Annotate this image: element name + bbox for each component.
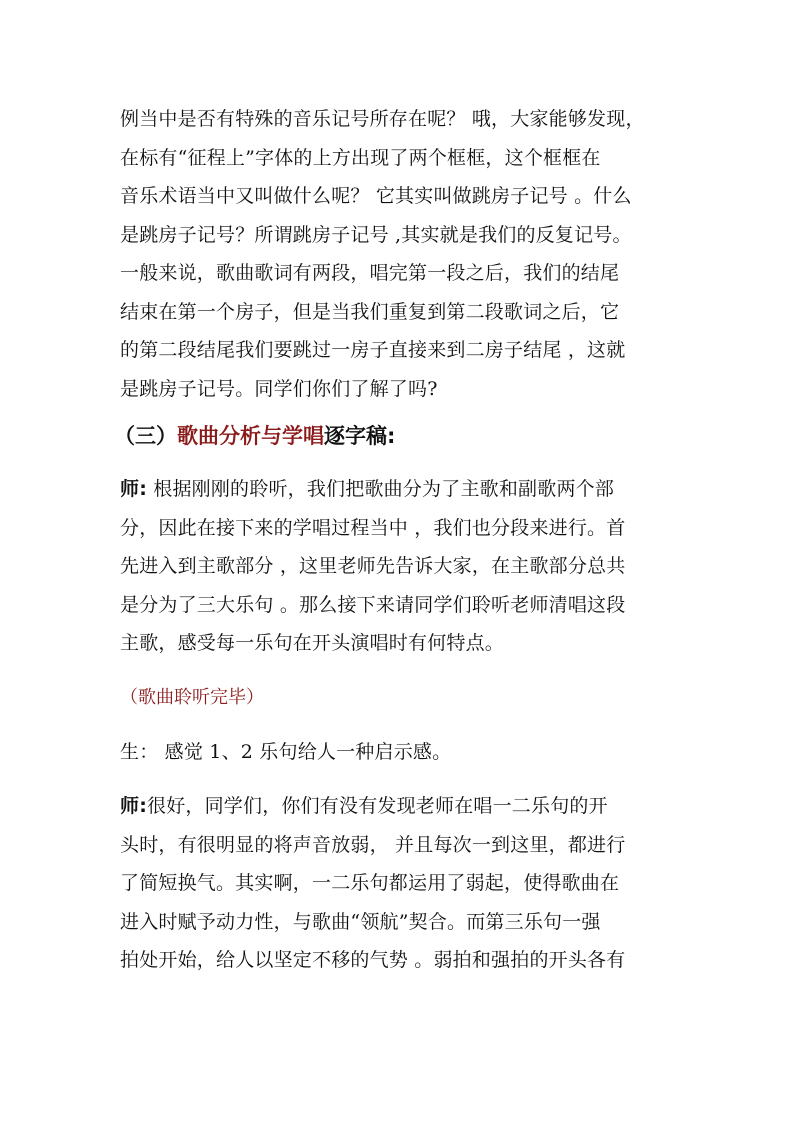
- intro-line: 结束在第一个房子，但是当我们重复到第二段歌词之后，它: [120, 300, 620, 323]
- intro-line: 音乐术语当中又叫做什么呢？ 它其实叫做跳房子记号 。什么: [120, 185, 632, 207]
- intro-line: 是跳房子记号。同学们你们了解了吗?: [120, 377, 438, 400]
- teacher-line: 头时，有很明显的将声音放弱， 并且每次一到这里，都进行: [120, 833, 626, 856]
- intro-line: 的第二段结尾我们要跳过一房子直接来到二房子结尾 ，这就: [120, 339, 626, 361]
- section-number: （三）: [114, 424, 177, 448]
- section-title-accent: 歌曲分析与学唱: [177, 424, 324, 448]
- teacher-line: 是分为了三大乐句 。那么接下来请同学们聆听老师清唱这段: [120, 593, 626, 616]
- teacher-text: 很好，同学们，你们有没有发现老师在唱一二乐句的开: [147, 795, 608, 817]
- intro-line: 是跳房子记号？所谓跳房子记号 ,其实就是我们的反复记号。: [120, 223, 632, 246]
- teacher-line: [120, 787, 700, 826]
- intro-line: 在标有“征程上”字体的上方出现了两个框框，这个框框在: [120, 146, 601, 169]
- teacher-line: 进入时赋予动力性，与歌曲“领航”契合。而第三乐句一强: [120, 910, 601, 933]
- student-text: 感觉 1、2 乐句给人一种启示感。: [158, 740, 452, 763]
- teacher-line: 了简短换气。其实啊，一二乐句都运用了弱起，使得歌曲在: [120, 872, 620, 894]
- section-heading: [114, 416, 700, 456]
- teacher-line: [120, 470, 700, 509]
- teacher-line: 分，因此在接下来的学唱过程当中 ，我们也分段来进行。首: [120, 516, 626, 539]
- speaker-label-teacher: 师:: [120, 478, 147, 500]
- speaker-label-student: 生：: [120, 740, 159, 763]
- intro-line: 一般来说，歌曲歌词有两段，唱完第一段之后，我们的结尾: [120, 262, 620, 284]
- speaker-label-teacher: 师:: [120, 795, 147, 817]
- stage-note: （歌曲聆听完毕）: [120, 686, 264, 708]
- document-page: [114, 100, 700, 980]
- teacher-text: 根据刚刚的聆听，我们把歌曲分为了主歌和副歌两个部: [147, 478, 615, 500]
- teacher-paragraph-1: [120, 470, 700, 663]
- student-paragraph: [120, 733, 700, 772]
- teacher-paragraph-2: [120, 787, 700, 980]
- teacher-line: 拍处开始，给人以坚定不移的气势 。弱拍和强拍的开头各有: [120, 949, 626, 971]
- intro-paragraph: [120, 100, 700, 408]
- section-title-tail: 逐字稿:: [324, 424, 396, 448]
- teacher-line: 主歌，感受每一乐句在开头演唱时有何特点。: [120, 632, 505, 654]
- student-line: [120, 733, 700, 772]
- intro-line: 例当中是否有特殊的音乐记号所存在呢？ 哦，大家能够发现，: [120, 108, 645, 130]
- teacher-line: 先进入到主歌部分 ，这里老师先告诉大家，在主歌部分总共: [120, 555, 626, 577]
